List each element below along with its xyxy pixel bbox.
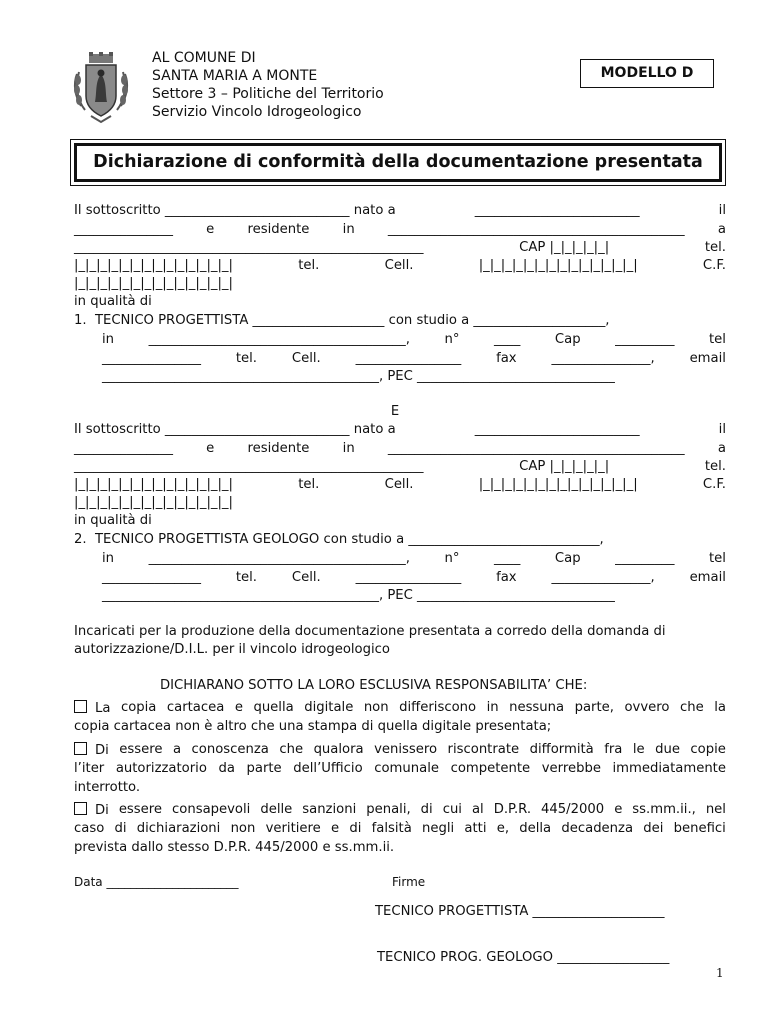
section2-contacts-row <box>102 570 726 585</box>
name-field[interactable]: Il sottoscritto ____________________________ nato a <box>74 203 396 218</box>
section2-studio-row <box>102 551 726 566</box>
text-fragment: le <box>632 742 645 757</box>
document-title: Dichiarazione di conformità della documentazione presentata <box>74 143 722 182</box>
text-fragment: e <box>234 700 243 715</box>
text-fragment: atti <box>464 821 487 836</box>
studio-cap-field[interactable]: _________ <box>615 332 675 347</box>
address-field[interactable]: _____________________________________________________ <box>74 459 424 474</box>
address-field[interactable]: _____________________________________________________ <box>74 240 424 255</box>
text-fragment: ovvero <box>624 700 670 715</box>
birthdate-field[interactable]: _______________ <box>74 441 173 456</box>
text-fragment: n° <box>444 551 460 566</box>
text-fragment: quella <box>253 700 294 715</box>
text-fragment: benefici <box>673 821 726 836</box>
section2-residence-row <box>74 441 726 456</box>
text-fragment: difformità <box>529 742 594 757</box>
text-fragment: decadenza <box>561 821 634 836</box>
text-fragment: ss.mm.ii., <box>632 802 696 817</box>
model-label: MODELLO D <box>580 59 714 88</box>
text-fragment: C.F. <box>702 477 726 492</box>
text-fragment: l’iter <box>74 761 105 776</box>
text-fragment: e <box>331 821 340 836</box>
text-fragment: verrebbe <box>541 761 601 776</box>
text-fragment: tel <box>709 551 726 566</box>
phone-boxes-field[interactable]: |_|_|_|_|_|_|_|_|_|_|_|_|_|_| <box>74 477 233 492</box>
text-fragment: fax <box>496 351 517 366</box>
text-fragment: e, <box>496 821 510 836</box>
text-fragment: C.F. <box>702 258 726 273</box>
text-fragment <box>74 742 109 758</box>
declaration-item-3-line <box>74 821 726 836</box>
text-fragment: La <box>95 701 111 716</box>
text-fragment: di <box>114 821 127 836</box>
fax-field[interactable]: _______________, <box>551 570 655 585</box>
text-fragment: da <box>218 761 235 776</box>
cap-field[interactable]: CAP |_|_|_|_|_| <box>519 459 610 474</box>
phone-boxes-field[interactable]: |_|_|_|_|_|_|_|_|_|_|_|_|_|_| <box>74 258 233 273</box>
text-fragment: email <box>689 351 726 366</box>
text-fragment: falsità <box>371 821 412 836</box>
text-fragment: a <box>172 742 182 757</box>
studio-address-field[interactable]: _______________________________________, <box>148 551 410 566</box>
studio-phone-field[interactable]: _______________ <box>102 351 201 366</box>
text-fragment <box>74 700 110 716</box>
text-fragment: venissero <box>374 742 438 757</box>
text-fragment: della <box>519 821 552 836</box>
studio-mobile-field[interactable]: ________________ <box>355 351 462 366</box>
text-fragment: essere <box>118 802 163 817</box>
birthplace-field[interactable]: _________________________ <box>474 422 640 437</box>
declaration-item-2-line <box>74 761 726 776</box>
text-fragment: nel <box>705 802 726 817</box>
text-fragment: al <box>471 802 484 817</box>
cap-field[interactable]: CAP |_|_|_|_|_| <box>519 240 610 255</box>
text-fragment: competente <box>450 761 531 776</box>
recipient-line: Settore 3 – Politiche del Territorio <box>152 86 384 102</box>
text-fragment: dichiarazioni <box>136 821 221 836</box>
street-number-field[interactable]: ____ <box>493 332 521 347</box>
text-fragment: consapevoli <box>172 802 251 817</box>
text-fragment: tel. <box>235 570 257 585</box>
text-fragment: digitale <box>304 700 354 715</box>
studio-address-field[interactable]: _______________________________________, <box>148 332 410 347</box>
text-fragment: e <box>614 802 623 817</box>
text-fragment: dell’Ufficio <box>293 761 363 776</box>
text-fragment: conoscenza <box>191 742 269 757</box>
signature-tecnico-field[interactable]: TECNICO PROGETTISTA ____________________ <box>375 904 665 919</box>
text-fragment: tel. <box>704 459 726 474</box>
declaration-heading: DICHIARANO SOTTO LA LORO ESCLUSIVA RESPONSABILITA’ CHE: <box>160 678 588 693</box>
text-fragment: Cell. <box>384 477 414 492</box>
text-fragment: a <box>717 222 726 237</box>
text-fragment: Cell. <box>291 570 321 585</box>
role-tecnico-row[interactable]: 1. TECNICO PROGETTISTA ____________________ con studio a ____________________, <box>74 313 610 328</box>
studio-phone-field[interactable]: _______________ <box>102 570 201 585</box>
section1-name-row <box>74 203 726 218</box>
text-fragment: Di <box>95 803 109 818</box>
text-fragment: che <box>279 742 304 757</box>
text-fragment: la <box>714 700 726 715</box>
text-fragment: veritiere <box>265 821 321 836</box>
text-fragment: e <box>206 222 215 237</box>
section1-contacts-row <box>102 351 726 366</box>
text-fragment: parte, <box>574 700 614 715</box>
text-fragment: in <box>102 551 115 566</box>
text-fragment: D.P.R. <box>493 802 532 817</box>
text-fragment: tel. <box>704 240 726 255</box>
declaration-checkbox-2[interactable] <box>74 742 87 755</box>
recipient-line: SANTA MARIA A MONTE <box>152 68 318 84</box>
text-fragment: autorizzatorio <box>115 761 207 776</box>
text-fragment: non <box>363 700 389 715</box>
text-fragment: comunale <box>374 761 439 776</box>
text-fragment: Di <box>95 743 109 758</box>
text-fragment: immediatamente <box>612 761 726 776</box>
text-fragment: differiscono <box>399 700 477 715</box>
declaration-checkbox-1[interactable] <box>74 700 87 713</box>
birthplace-field[interactable]: _________________________ <box>474 203 640 218</box>
text-fragment: che <box>679 700 704 715</box>
page-number: 1 <box>716 966 724 980</box>
text-fragment: in <box>486 700 499 715</box>
declaration-item-1-line <box>74 700 726 716</box>
text-fragment: residente <box>247 441 310 456</box>
qualita-label: in qualità di <box>74 294 152 309</box>
section1-residence-row <box>74 222 726 237</box>
declaration-item-1-line: copia cartacea non è altro che una stampa di quella digitale presentata; <box>74 719 552 734</box>
recipient-address <box>152 49 384 121</box>
text-fragment: Cap <box>554 332 581 347</box>
tax-code-boxes-field[interactable]: |_|_|_|_|_|_|_|_|_|_|_|_|_|_| <box>74 495 233 510</box>
text-fragment: tel. <box>298 258 320 273</box>
text-fragment: tel. <box>235 351 257 366</box>
incarico-line: Incaricati per la produzione della documentazione presentata a corredo della domanda di <box>74 624 666 639</box>
email-pec-field[interactable]: __________________________________________, PEC ______________________________ <box>102 369 615 384</box>
text-fragment: copie <box>690 742 726 757</box>
text-fragment: fra <box>604 742 623 757</box>
text-fragment: di <box>420 802 433 817</box>
text-fragment: il <box>718 422 726 437</box>
text-fragment: nessuna <box>509 700 565 715</box>
section1-studio-row <box>102 332 726 347</box>
text-fragment: 445/2000 <box>541 802 605 817</box>
declaration-item-2-line <box>74 742 726 758</box>
text-fragment: sanzioni <box>302 802 357 817</box>
text-fragment: in <box>342 222 355 237</box>
email-pec-field[interactable]: __________________________________________, PEC ______________________________ <box>102 588 615 603</box>
declaration-checkbox-3[interactable] <box>74 802 87 815</box>
text-fragment: in <box>342 441 355 456</box>
text-fragment: qualora <box>313 742 364 757</box>
birthdate-field[interactable]: _______________ <box>74 222 173 237</box>
declaration-item-2-line: interrotto. <box>74 780 141 795</box>
name-field[interactable]: Il sottoscritto ____________________________ nato a <box>74 422 396 437</box>
recipient-line: AL COMUNE DI <box>152 50 256 66</box>
section-separator: E <box>390 404 400 419</box>
signature-geologo-field[interactable]: TECNICO PROG. GEOLOGO _________________ <box>377 950 670 965</box>
section2-phone-row <box>74 477 726 492</box>
fax-field[interactable]: _______________, <box>551 351 655 366</box>
text-fragment: Cap <box>554 551 581 566</box>
date-field[interactable]: Data ______________________ <box>74 875 239 889</box>
text-fragment: cui <box>442 802 462 817</box>
recipient-line: Servizio Vincolo Idrogeologico <box>152 104 362 120</box>
text-fragment: a <box>717 441 726 456</box>
text-fragment: riscontrate <box>447 742 520 757</box>
text-fragment: e <box>206 441 215 456</box>
residence-field[interactable]: _____________________________________________ <box>387 441 685 456</box>
text-fragment: Cell. <box>384 258 414 273</box>
text-fragment <box>74 802 109 818</box>
text-fragment: penali, <box>366 802 411 817</box>
declaration-item-3-line: prevista dallo stesso D.P.R. 445/2000 e ss.mm.ii. <box>74 840 395 855</box>
mobile-boxes-field[interactable]: |_|_|_|_|_|_|_|_|_|_|_|_|_|_| <box>478 477 638 492</box>
studio-cap-field[interactable]: _________ <box>615 551 675 566</box>
text-fragment: copia <box>120 700 157 715</box>
tax-code-boxes-field[interactable]: |_|_|_|_|_|_|_|_|_|_|_|_|_|_| <box>74 276 233 291</box>
section2-name-row <box>74 422 726 437</box>
text-fragment: caso <box>74 821 105 836</box>
text-fragment: il <box>718 203 726 218</box>
text-fragment: delle <box>260 802 293 817</box>
document-title-box <box>70 139 726 186</box>
section1-phone-row <box>74 258 726 273</box>
text-fragment: email <box>689 570 726 585</box>
studio-mobile-field[interactable]: ________________ <box>355 570 462 585</box>
section1-address-row <box>74 240 726 255</box>
text-fragment: fax <box>496 570 517 585</box>
text-fragment: negli <box>422 821 455 836</box>
text-fragment: in <box>102 332 115 347</box>
text-fragment: tel. <box>298 477 320 492</box>
residence-field[interactable]: _____________________________________________ <box>387 222 685 237</box>
qualita-label: in qualità di <box>74 513 152 528</box>
declaration-item-3-line <box>74 802 726 818</box>
text-fragment: di <box>349 821 362 836</box>
role-geologo-row[interactable]: 2. TECNICO PROGETTISTA GEOLOGO con studio a _____________________________, <box>74 532 604 547</box>
signatures-label: Firme <box>392 875 426 889</box>
street-number-field[interactable]: ____ <box>493 551 521 566</box>
text-fragment: dei <box>643 821 664 836</box>
text-fragment: essere <box>119 742 163 757</box>
text-fragment: parte <box>246 761 282 776</box>
text-fragment: non <box>230 821 256 836</box>
text-fragment: Cell. <box>291 351 321 366</box>
text-fragment: tel <box>709 332 726 347</box>
text-fragment: n° <box>444 332 460 347</box>
text-fragment: due <box>655 742 680 757</box>
incarico-line: autorizzazione/D.I.L. per il vincolo idrogeologico <box>74 642 390 657</box>
section2-address-row <box>74 459 726 474</box>
text-fragment: cartacea <box>166 700 225 715</box>
mobile-boxes-field[interactable]: |_|_|_|_|_|_|_|_|_|_|_|_|_|_| <box>478 258 638 273</box>
municipal-crest-icon <box>73 52 129 124</box>
text-fragment: residente <box>247 222 310 237</box>
